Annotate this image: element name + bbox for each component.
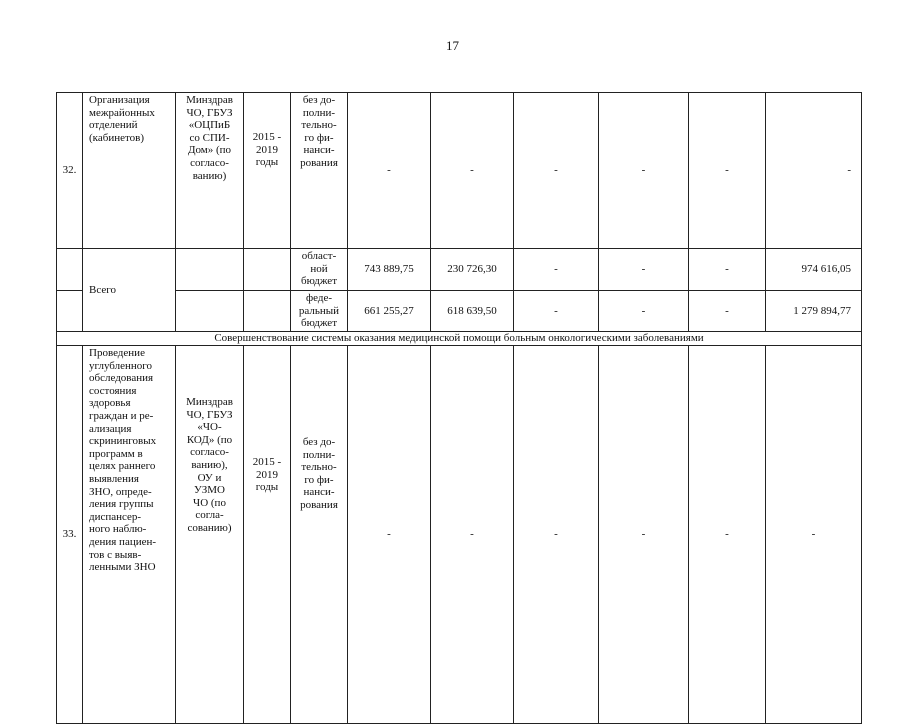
- executor: Минздрав ЧО, ГБУЗ «ОЦПиБ со СПИ- Дом» (по согласо- ванию): [176, 93, 244, 249]
- executor: Минздрав ЧО, ГБУЗ «ЧО- КОД» (по согласо- ванию), ОУ и УЗМО ЧО (по согла- сованию): [176, 346, 244, 724]
- funding-source: област- ной бюджет: [291, 249, 348, 291]
- value-2019: -: [689, 93, 766, 249]
- value-2015: -: [348, 93, 431, 249]
- program-activities-table: [56, 92, 862, 724]
- page-number: 17: [446, 38, 459, 53]
- total-label: Всего: [83, 249, 176, 332]
- total-row-federal: [57, 291, 862, 332]
- funding-source: без до- полни- тельно- го фи- нанси- рования: [291, 346, 348, 724]
- value-2015: -: [348, 346, 431, 724]
- value-total: 1 279 894,77: [766, 291, 862, 332]
- value-total: 974 616,05: [766, 249, 862, 291]
- row-number: 33.: [57, 346, 83, 724]
- section-row: [57, 332, 862, 346]
- value-2018: -: [599, 346, 689, 724]
- table-row: [57, 346, 862, 724]
- value-2016: 230 726,30: [431, 249, 514, 291]
- value-2019: -: [689, 291, 766, 332]
- value-2018: -: [599, 291, 689, 332]
- value-total: -: [766, 93, 862, 249]
- empty-cell: [57, 249, 83, 291]
- event-name: Проведение углубленного обследования состояния здоровья граждан и ре- ализация скрининговых программ в целях раннего выявления ЗНО, опреде- ления группы диспансер- ного наблю- дения пациен- тов с выяв- ленными ЗНО: [83, 346, 176, 724]
- period: 2015 - 2019 годы: [244, 346, 291, 724]
- value-total: -: [766, 346, 862, 724]
- value-2016: -: [431, 346, 514, 724]
- row-number: 32.: [57, 93, 83, 249]
- value-2016: -: [431, 93, 514, 249]
- value-2016: 618 639,50: [431, 291, 514, 332]
- empty-cell: [176, 291, 244, 332]
- period: 2015 - 2019 годы: [244, 93, 291, 249]
- empty-cell: [244, 249, 291, 291]
- value-2017: -: [514, 93, 599, 249]
- value-2015: 743 889,75: [348, 249, 431, 291]
- event-name: Организация межрайонных отделений (кабинетов): [83, 93, 176, 249]
- table-row: [57, 93, 862, 249]
- value-2018: -: [599, 249, 689, 291]
- value-2017: -: [514, 346, 599, 724]
- empty-cell: [57, 291, 83, 332]
- value-2015: 661 255,27: [348, 291, 431, 332]
- value-2018: -: [599, 93, 689, 249]
- value-2017: -: [514, 291, 599, 332]
- value-2019: -: [689, 346, 766, 724]
- funding-source: без до- полни- тельно- го фи- нанси- рования: [291, 93, 348, 249]
- total-row-regional: [57, 249, 862, 291]
- empty-cell: [244, 291, 291, 332]
- funding-source: феде- ральный бюджет: [291, 291, 348, 332]
- value-2019: -: [689, 249, 766, 291]
- value-2017: -: [514, 249, 599, 291]
- section-title: Совершенствование системы оказания медицинской помощи больным онкологическими заболеваниями: [57, 332, 862, 346]
- empty-cell: [176, 249, 244, 291]
